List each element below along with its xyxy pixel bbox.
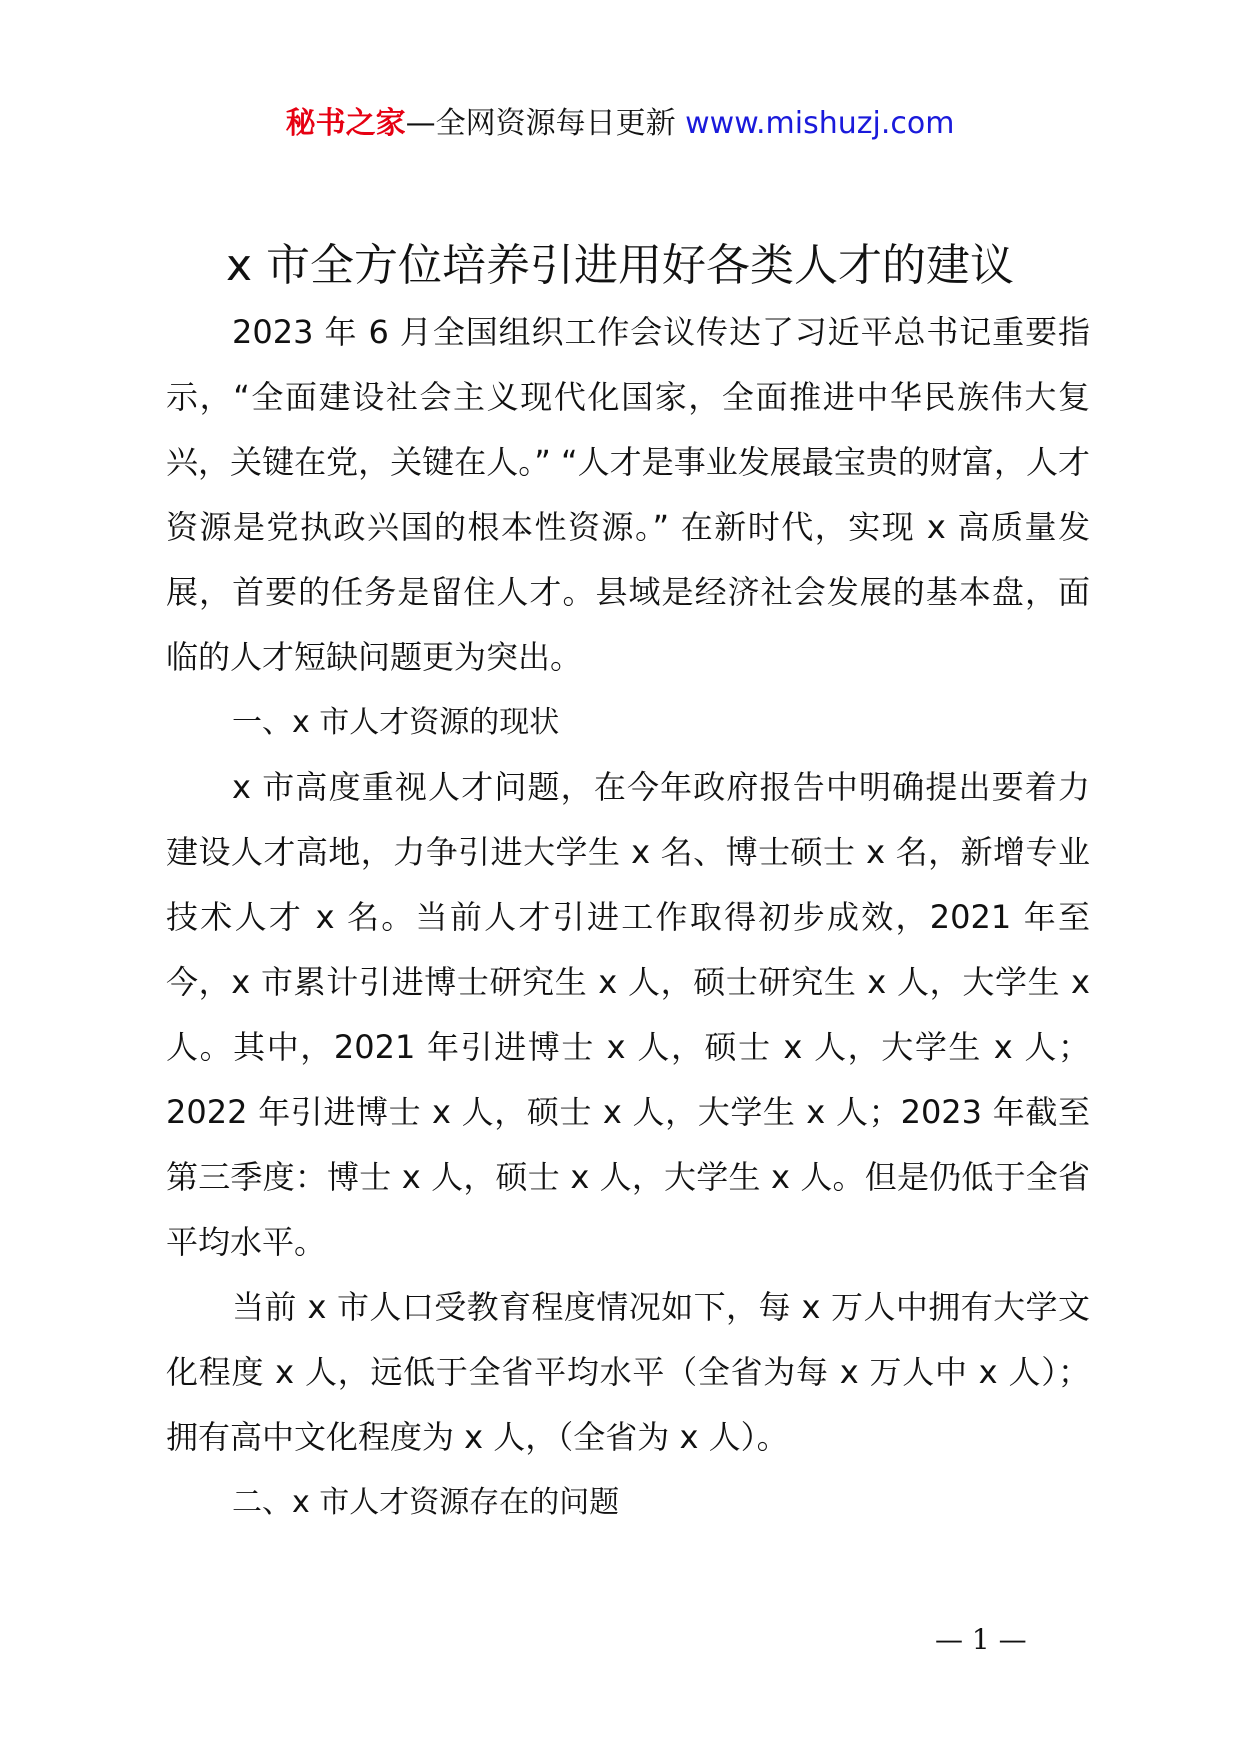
document-body	[166, 300, 1090, 1535]
document-title: x 市全方位培养引进用好各类人才的建议	[225, 240, 1015, 291]
site-url-link[interactable]: www.mishuzj.com	[685, 106, 955, 141]
education-paragraph: 当前 x 市人口受教育程度情况如下，每 x 万人中拥有大学文化程度 x 人，远低于全省平均水平（全省为每 x 万人中 x 人）；拥有高中文化程度为 x 人，（全省为 x 人）。	[166, 1288, 1090, 1456]
status-paragraph: x 市高度重视人才问题，在今年政府报告中明确提出要着力建设人才高地，力争引进大学生 x 名、博士硕士 x 名，新增专业技术人才 x 名。当前人才引进工作取得初步成效，2021 年至今，x 市累计引进博士研究生 x 人，硕士研究生 x 人，大学生 x 人。其中，2021 年引进博士 x 人，硕士 x 人，大学生 x 人；2022 年引进博士 x 人，硕士 x 人，大学生 x 人；2023 年截至第三季度：博士 x 人，硕士 x 人，大学生 x 人。但是仍低于全省平均水平。	[166, 768, 1090, 1261]
site-tagline: —全网资源每日更新	[405, 106, 686, 141]
intro-paragraph: 2023 年 6 月全国组织工作会议传达了习近平总书记重要指示，“全面建设社会主义现代化国家，全面推进中华民族伟大复兴，关键在党，关键在人。” “人才是事业发展最宝贵的财富，人才资源是党执政兴国的根本性资源。” 在新时代，实现 x 高质量发展，首要的任务是留住人才。县域是经济社会发展的基本盘，面临的人才短缺问题更为突出。	[166, 313, 1090, 676]
section-heading-problems: 二、x 市人才资源存在的问题	[232, 1485, 620, 1520]
page-number: — 1 —	[935, 1623, 1027, 1656]
site-header	[0, 102, 1240, 146]
site-brand: 秘书之家	[285, 106, 406, 141]
section-heading-status: 一、x 市人才资源的现状	[232, 705, 560, 740]
